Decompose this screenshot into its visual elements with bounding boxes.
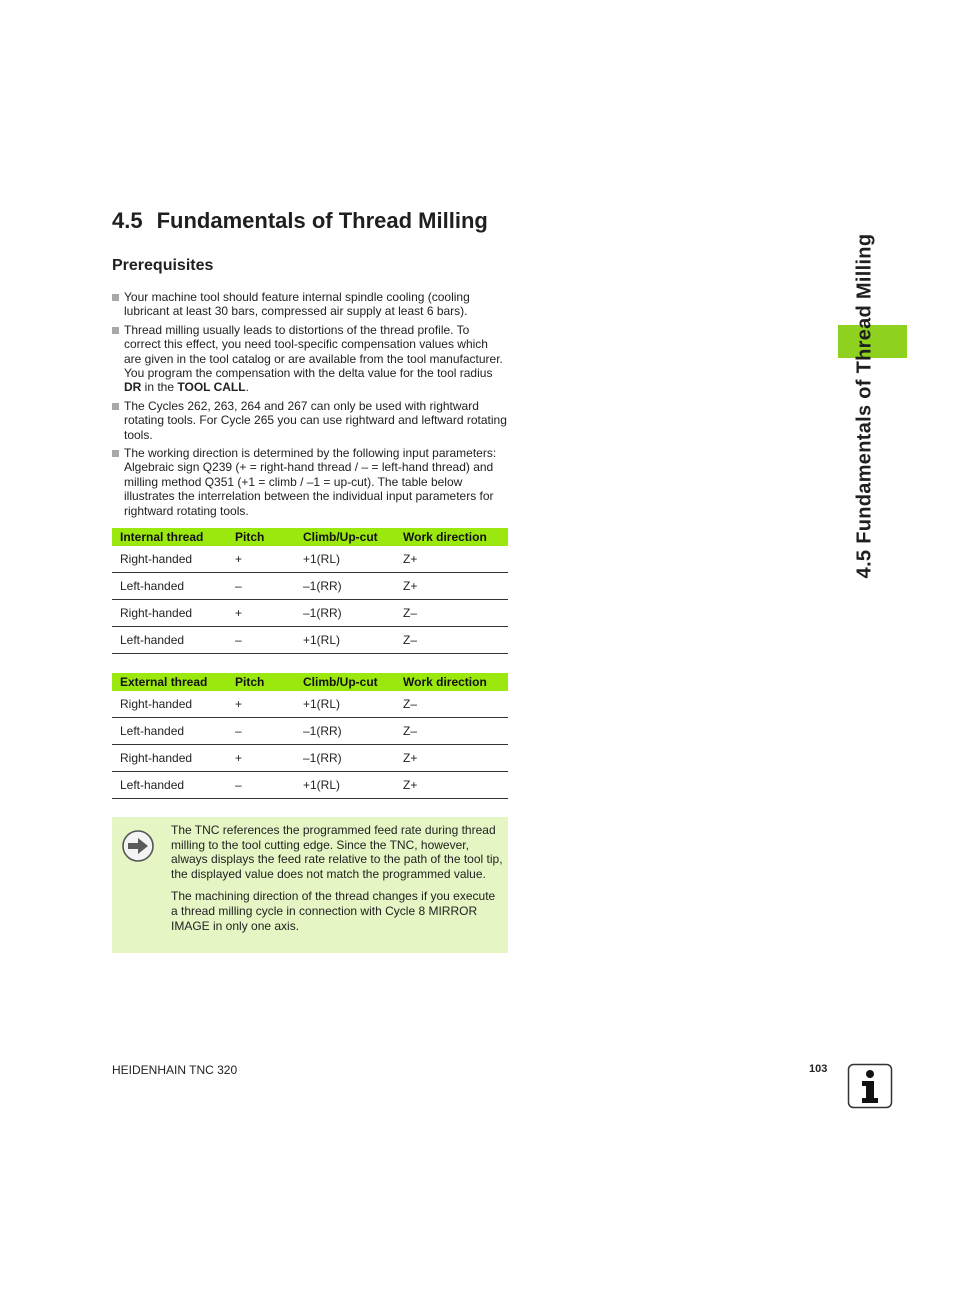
table-cell: Left-handed xyxy=(112,772,223,799)
table-cell: Right-handed xyxy=(112,600,223,627)
note-paragraph: The TNC references the programmed feed rate during thread milling to the tool cutting edge. Since the TNC, however, always displays the feed rate relative to the path of the tool tip, the displayed value does not match the programmed value. xyxy=(171,823,503,881)
list-item: The Cycles 262, 263, 264 and 267 can only be used with rightward rotating tools. For Cycle 265 you can use rightward and leftward rotating tools. xyxy=(112,399,508,442)
arrow-right-circle-icon xyxy=(121,829,155,863)
header-cell: Pitch xyxy=(223,528,291,546)
header-cell: Pitch xyxy=(223,673,291,691)
header-cell: Work direction xyxy=(393,528,508,546)
info-icon xyxy=(847,1063,893,1109)
subheading-prerequisites: Prerequisites xyxy=(112,257,214,274)
page-number: 103 xyxy=(809,1063,828,1075)
note-text xyxy=(171,823,503,941)
table-cell: Right-handed xyxy=(112,546,223,573)
footer-product: HEIDENHAIN TNC 320 xyxy=(112,1063,238,1077)
table-cell: Right-handed xyxy=(112,745,223,772)
bullet-square-icon xyxy=(112,403,119,410)
table-cell: –1(RR) xyxy=(291,600,393,627)
dr-keyword: DR xyxy=(124,380,142,395)
note-paragraph: The machining direction of the thread changes if you execute a thread milling cycle in connection with Cycle 8 MIRROR IMAGE in only one axis. xyxy=(171,889,496,933)
list-item: Your machine tool should feature internal spindle cooling (cooling lubricant at least 30 bars, compressed air supply at least 6 bars). xyxy=(112,290,508,319)
table-row xyxy=(112,546,508,573)
table-header-row xyxy=(112,528,508,546)
table-cell: + xyxy=(223,745,291,772)
table-cell: Z+ xyxy=(393,745,508,772)
table-cell: Right-handed xyxy=(112,691,223,718)
section-number: 4.5 xyxy=(112,208,143,233)
header-cell: Climb/Up-cut xyxy=(291,673,393,691)
table-row xyxy=(112,772,508,799)
table-row xyxy=(112,691,508,718)
table-cell: Z– xyxy=(393,627,508,654)
table-cell: –1(RR) xyxy=(291,573,393,600)
bullet-square-icon xyxy=(112,294,119,301)
table-cell: +1(RL) xyxy=(291,627,393,654)
external-thread-table xyxy=(112,673,508,799)
table-cell: – xyxy=(223,718,291,745)
prerequisites-list xyxy=(112,290,508,522)
table-cell: – xyxy=(223,772,291,799)
tool-call-keyword: TOOL CALL xyxy=(177,380,246,395)
table-header-row xyxy=(112,673,508,691)
header-cell: External thread xyxy=(112,673,223,691)
table-cell: Left-handed xyxy=(112,573,223,600)
table-cell: – xyxy=(223,627,291,654)
header-cell: Climb/Up-cut xyxy=(291,528,393,546)
table-cell: Z– xyxy=(393,718,508,745)
header-cell: Work direction xyxy=(393,673,508,691)
internal-thread-table xyxy=(112,528,508,654)
section-title: Fundamentals of Thread Milling xyxy=(156,208,488,233)
table-row xyxy=(112,600,508,627)
table-cell: +1(RL) xyxy=(291,691,393,718)
table-cell: Z– xyxy=(393,691,508,718)
table-cell: –1(RR) xyxy=(291,745,393,772)
table-row xyxy=(112,573,508,600)
table-cell: + xyxy=(223,600,291,627)
list-item: The working direction is determined by the following input parameters: Algebraic sign Q239 (+ = right-hand thread / – = left-hand thread) and milling method Q351 (+1 = climb / –1 = up-cut). The table below illustrates the interrelation between the individual input parameters for rightward rotating tools. xyxy=(112,446,508,518)
bullet-square-icon xyxy=(112,327,119,334)
note-box xyxy=(112,817,508,953)
table-row xyxy=(112,627,508,654)
table-row xyxy=(112,718,508,745)
table-row xyxy=(112,745,508,772)
table-cell: – xyxy=(223,573,291,600)
table-cell: Z+ xyxy=(393,772,508,799)
table-cell: + xyxy=(223,546,291,573)
table-cell: +1(RL) xyxy=(291,546,393,573)
header-cell: Internal thread xyxy=(112,528,223,546)
bullet-square-icon xyxy=(112,450,119,457)
table-cell: –1(RR) xyxy=(291,718,393,745)
table-cell: Z+ xyxy=(393,573,508,600)
table-cell: + xyxy=(223,691,291,718)
table-cell: Left-handed xyxy=(112,718,223,745)
table-cell: Z– xyxy=(393,600,508,627)
table-cell: +1(RL) xyxy=(291,772,393,799)
side-section-label: 4.5 Fundamentals of Thread Milling xyxy=(853,233,876,579)
list-item: Thread milling usually leads to distortions of the thread profile. To correct this effect, you need tool-specific compensation values which are given in the tool catalog or are available from the tool manufacturer. You program the compensation with the delta value for the tool radius DR in the TOOL CALL. xyxy=(112,323,508,395)
table-cell: Z+ xyxy=(393,546,508,573)
section-heading xyxy=(112,208,488,234)
table-cell: Left-handed xyxy=(112,627,223,654)
